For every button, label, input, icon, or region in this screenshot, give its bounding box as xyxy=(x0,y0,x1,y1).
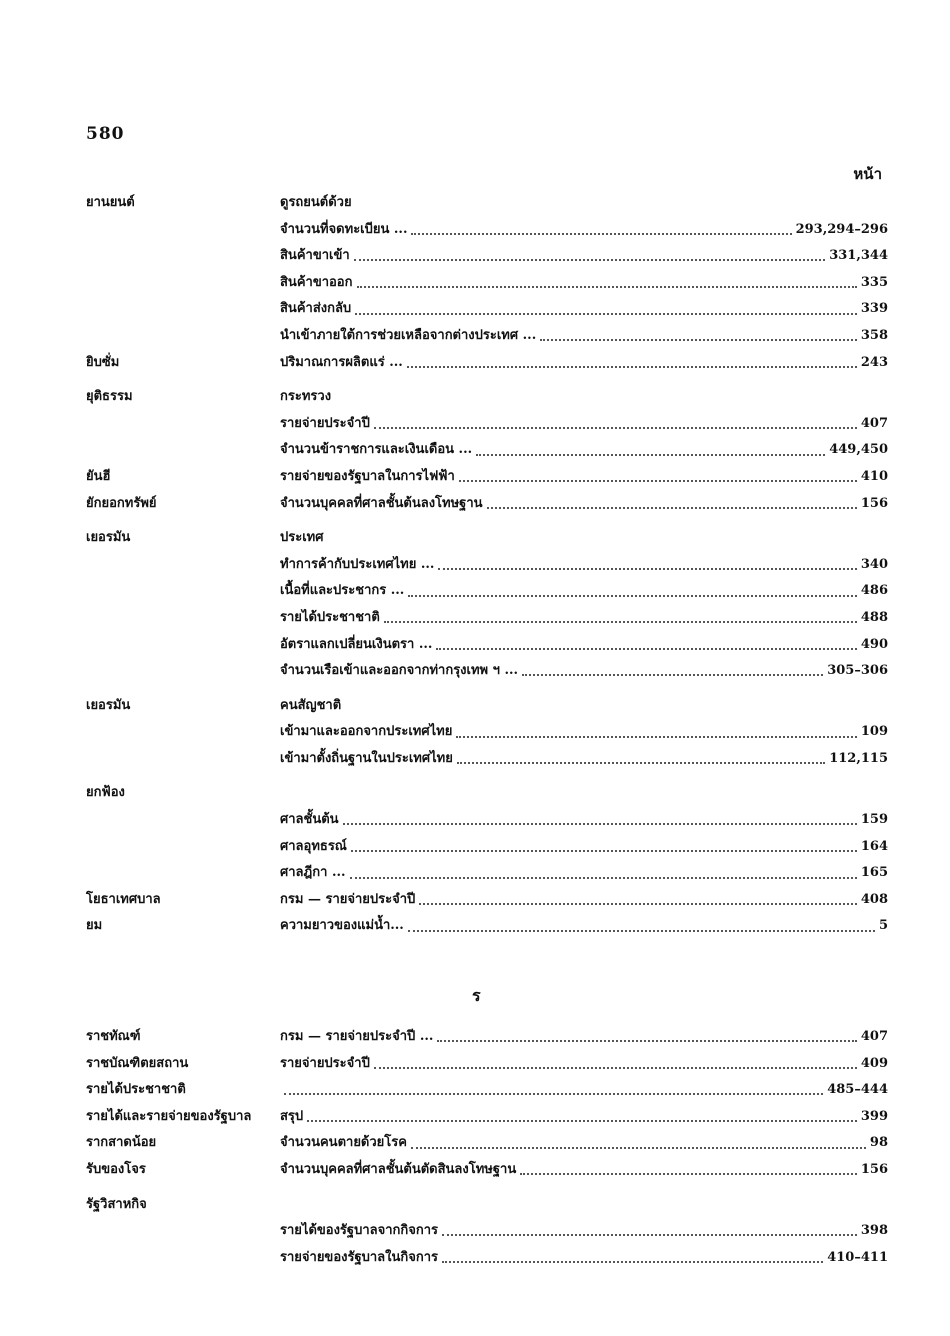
index-row xyxy=(0,578,950,605)
index-row xyxy=(0,1157,950,1184)
index-row xyxy=(0,860,950,887)
entry-label: กรม — รายจ่ายประจำปี ... xyxy=(280,1029,434,1044)
index-row xyxy=(0,1245,950,1272)
index-term: ยกฟ้อง xyxy=(86,785,125,801)
page-reference: 112,115 xyxy=(829,750,888,766)
index-term: ราชบัณฑิตยสถาน xyxy=(86,1055,189,1071)
page-reference: 340 xyxy=(860,556,888,572)
page-reference: 109 xyxy=(860,724,888,740)
index-entry xyxy=(280,1077,888,1104)
entry-label: จำนวนบุคคลที่ศาลชั้นต้นลงโทษฐาน xyxy=(280,495,483,511)
index-subheading: ดูรถยนต์ด้วย xyxy=(280,195,352,210)
index-row xyxy=(0,491,950,518)
index-term: รับของโจร xyxy=(86,1161,146,1177)
index-row xyxy=(0,323,950,350)
entry-label: ทำการค้ากับประเทศไทย ... xyxy=(280,556,435,572)
page-number: 580 xyxy=(86,124,125,144)
entry-label: รายจ่ายของรัฐบาลในการไฟฟ้า xyxy=(280,468,455,484)
dot-leader xyxy=(384,621,857,623)
index-entry xyxy=(280,491,888,518)
index-row xyxy=(0,296,950,323)
page-reference: 156 xyxy=(860,495,888,511)
index-row xyxy=(0,525,950,552)
index-term: เยอรมัน xyxy=(86,697,131,713)
page-reference: 409 xyxy=(860,1055,888,1071)
dot-leader xyxy=(374,427,857,429)
page-reference: 485–444 xyxy=(827,1082,888,1098)
entry-label: รายได้ประชาชาติ xyxy=(280,609,380,625)
index-entry xyxy=(280,323,888,350)
index-row xyxy=(0,217,950,244)
dot-leader xyxy=(442,1234,857,1236)
entry-label: เข้ามาและออกจากประเทศไทย xyxy=(280,724,453,740)
page-reference: 165 xyxy=(860,865,888,881)
page-reference: 331,344 xyxy=(829,248,888,264)
entry-label: รายจ่ายประจำปี xyxy=(280,415,370,431)
index-entry xyxy=(280,1104,888,1131)
index-entry xyxy=(280,243,888,270)
index-entry xyxy=(280,887,888,914)
index-entry xyxy=(280,1051,888,1078)
index-entry xyxy=(280,913,888,940)
index-row xyxy=(0,190,950,217)
index-entry xyxy=(280,746,888,773)
index-row xyxy=(0,243,950,270)
dot-leader xyxy=(520,1173,857,1175)
index-row xyxy=(0,834,950,861)
index-row xyxy=(0,605,950,632)
index-entry xyxy=(280,807,888,834)
dot-leader xyxy=(419,903,857,905)
index-row xyxy=(0,887,950,914)
entry-label: สินค้าส่งกลับ xyxy=(280,301,352,317)
index-row xyxy=(0,350,950,377)
index-subheading: กระทรวง xyxy=(280,389,332,405)
index-term: ยม xyxy=(86,918,103,934)
page-reference: 358 xyxy=(860,327,888,343)
entry-label: สรุป xyxy=(280,1108,304,1124)
index-term: รากสาดน้อย xyxy=(86,1135,157,1151)
dot-leader xyxy=(307,1120,857,1122)
entry-label: ศาลฎีกา ... xyxy=(280,865,346,881)
index-row xyxy=(0,270,950,297)
dot-leader xyxy=(457,762,825,764)
index-entry xyxy=(280,1157,888,1184)
index-row xyxy=(0,807,950,834)
entry-label: สินค้าขาเข้า xyxy=(280,248,350,264)
dot-leader xyxy=(487,507,857,509)
index-row xyxy=(0,1051,950,1078)
index-term: ยานยนต์ xyxy=(86,195,135,210)
dot-leader xyxy=(540,339,857,341)
index-row xyxy=(0,464,950,491)
dot-leader xyxy=(351,850,857,852)
page-reference: 407 xyxy=(860,1029,888,1044)
entry-label: นำเข้าภายใต้การช่วยเหลือจากต่างประเทศ ... xyxy=(280,327,537,343)
index-entry xyxy=(280,658,888,685)
index-row xyxy=(0,1130,950,1157)
page-reference: 335 xyxy=(860,274,888,290)
index-entry xyxy=(280,834,888,861)
index-row xyxy=(0,1077,950,1104)
index-entry xyxy=(280,719,888,746)
index-term: เยอรมัน xyxy=(86,530,131,546)
entry-label: ศาลชั้นต้น xyxy=(280,812,339,828)
page-reference: 159 xyxy=(860,812,888,828)
dot-leader xyxy=(437,1040,856,1042)
index-entry xyxy=(280,464,888,491)
index-row xyxy=(0,658,950,685)
dot-leader xyxy=(522,674,823,676)
page-reference: 490 xyxy=(860,636,888,652)
index-row xyxy=(0,1192,950,1219)
index-row xyxy=(0,746,950,773)
index-row xyxy=(0,1218,950,1245)
entry-label: จำนวนบุคคลที่ศาลชั้นต้นตัดสินลงโทษฐาน xyxy=(280,1161,517,1177)
entry-label: จำนวนคนตายด้วยโรค xyxy=(280,1135,407,1151)
dot-leader xyxy=(408,930,875,932)
page-reference: 408 xyxy=(860,891,888,907)
page-reference: 5 xyxy=(878,918,888,934)
index-term: ยันฮี xyxy=(86,468,111,484)
entry-gap xyxy=(0,376,950,384)
index-row xyxy=(0,632,950,659)
index-entry xyxy=(280,1024,888,1051)
dot-leader xyxy=(354,259,826,261)
dot-leader xyxy=(350,877,857,879)
index-row xyxy=(0,719,950,746)
page-reference: 339 xyxy=(860,301,888,317)
entry-gap xyxy=(0,517,950,525)
index-term: ยิบซั่ม xyxy=(86,354,120,370)
entry-label: เนื้อที่และประชากร ... xyxy=(280,583,405,599)
index-row xyxy=(0,384,950,411)
index-section-ro xyxy=(0,1024,950,1271)
entry-label: อัตราแลกเปลี่ยนเงินตรา ... xyxy=(280,636,433,652)
index-row xyxy=(0,913,950,940)
dot-leader xyxy=(408,595,857,597)
index-row xyxy=(0,1104,950,1131)
index-row xyxy=(0,437,950,464)
index-entry xyxy=(280,605,888,632)
dot-leader xyxy=(476,454,825,456)
entry-gap xyxy=(0,1184,950,1192)
section-letter: ร xyxy=(472,986,481,1005)
index-row xyxy=(0,1024,950,1051)
entry-label: เข้ามาตั้งถิ่นฐานในประเทศไทย xyxy=(280,750,453,766)
dot-leader xyxy=(374,1067,857,1069)
index-row xyxy=(0,693,950,720)
index-entry xyxy=(280,350,888,377)
index-section-yo xyxy=(0,190,950,940)
index-entry xyxy=(280,437,888,464)
index-term: ยุติธรรม xyxy=(86,389,133,405)
index-entry xyxy=(280,270,888,297)
dot-leader xyxy=(284,1093,823,1095)
page-column-label: หน้า xyxy=(853,165,882,183)
index-subheading: คนสัญชาติ xyxy=(280,697,342,713)
entry-label: สินค้าขาออก xyxy=(280,274,353,290)
dot-leader xyxy=(355,313,857,315)
entry-label: จำนวนที่จดทะเบียน ... xyxy=(280,221,408,237)
dot-leader xyxy=(407,366,857,368)
index-row xyxy=(0,780,950,807)
page-reference: 488 xyxy=(860,609,888,625)
index-entry xyxy=(280,552,888,579)
page-reference: 243 xyxy=(860,354,888,370)
index-row xyxy=(0,411,950,438)
entry-gap xyxy=(0,685,950,693)
page-reference: 164 xyxy=(860,838,888,854)
index-subheading: ประเทศ xyxy=(280,530,324,546)
dot-leader xyxy=(411,1147,866,1149)
page-reference: 410 xyxy=(860,468,888,484)
index-entry xyxy=(280,860,888,887)
index-term: รายได้และรายจ่ายของรัฐบาล xyxy=(86,1108,252,1124)
dot-leader xyxy=(442,1261,823,1263)
index-entry xyxy=(280,411,888,438)
index-term: โยธาเทศบาล xyxy=(86,891,161,907)
dot-leader xyxy=(436,648,856,650)
index-term: รัฐวิสาหกิจ xyxy=(86,1196,147,1212)
page-reference: 98 xyxy=(869,1135,888,1151)
page-reference: 486 xyxy=(860,583,888,599)
entry-label: รายได้ของรัฐบาลจากกิจการ xyxy=(280,1223,439,1239)
index-entry xyxy=(280,296,888,323)
dot-leader xyxy=(456,736,857,738)
page-reference: 398 xyxy=(860,1223,888,1239)
index-entry xyxy=(280,1245,888,1272)
entry-label: จำนวนเรือเข้าและออกจากท่ากรุงเทพ ฯ ... xyxy=(280,663,519,679)
index-term: รายได้ประชาชาติ xyxy=(86,1082,186,1098)
entry-label: ศาลอุทธรณ์ xyxy=(280,838,347,854)
dot-leader xyxy=(459,480,857,482)
dot-leader xyxy=(438,568,856,570)
dot-leader xyxy=(357,286,857,288)
entry-label: รายจ่ายของรัฐบาลในกิจการ xyxy=(280,1249,439,1265)
page-reference: 407 xyxy=(860,415,888,431)
entry-label: จำนวนข้าราชการและเงินเดือน ... xyxy=(280,442,473,458)
index-term: ยักยอกทรัพย์ xyxy=(86,495,157,511)
page-reference: 305–306 xyxy=(827,663,888,679)
entry-label: ปริมาณการผลิตแร่ ... xyxy=(280,354,403,370)
index-row xyxy=(0,552,950,579)
index-entry xyxy=(280,578,888,605)
index-entry xyxy=(280,1218,888,1245)
page-reference: 293,294–296 xyxy=(795,221,888,237)
entry-label: กรม — รายจ่ายประจำปี xyxy=(280,891,416,907)
page-reference: 410–411 xyxy=(827,1249,888,1265)
entry-label: ความยาวของแม่น้ำ... xyxy=(280,918,404,934)
index-entry xyxy=(280,217,888,244)
index-entry xyxy=(280,1130,888,1157)
page-reference: 399 xyxy=(860,1108,888,1124)
dot-leader xyxy=(411,233,791,235)
page-reference: 156 xyxy=(860,1161,888,1177)
index-entry xyxy=(280,632,888,659)
entry-label: รายจ่ายประจำปี xyxy=(280,1055,370,1071)
page-reference: 449,450 xyxy=(829,442,888,458)
index-term: ราชทัณฑ์ xyxy=(86,1029,141,1044)
entry-gap xyxy=(0,772,950,780)
dot-leader xyxy=(343,823,857,825)
